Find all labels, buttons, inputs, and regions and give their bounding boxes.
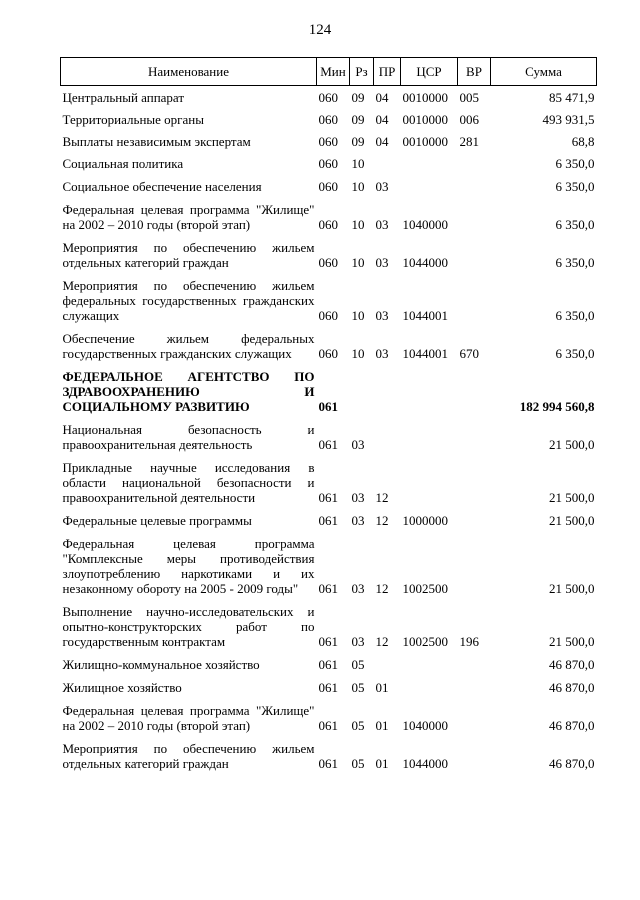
cell-min: 061 (318, 657, 338, 672)
cell-sum: 6 350,0 (555, 308, 595, 323)
cell-sum: 6 350,0 (555, 217, 595, 232)
cell-rz: 03 (351, 634, 365, 649)
table-row (61, 452, 597, 505)
cell-pr (374, 361, 401, 414)
cell-sum: 6 350,0 (555, 255, 595, 270)
cell-name: Жилищное хозяйство (62, 680, 182, 695)
cell-min: 061 (318, 437, 338, 452)
cell-vr (458, 171, 491, 194)
cell-pr: 04 (375, 90, 389, 105)
cell-csr (401, 649, 458, 672)
cell-pr: 12 (375, 490, 389, 505)
table-row (61, 596, 597, 649)
cell-min: 060 (318, 112, 338, 127)
cell-rz: 09 (351, 90, 365, 105)
cell-pr: 01 (375, 680, 389, 695)
cell-pr: 03 (375, 179, 389, 194)
cell-sum: 21 500,0 (549, 581, 595, 596)
header-name: Наименование (61, 58, 317, 86)
cell-csr (401, 149, 458, 171)
cell-csr: 1000000 (402, 513, 448, 528)
cell-vr: 281 (459, 134, 479, 149)
cell-min: 061 (318, 634, 338, 649)
cell-vr (458, 672, 491, 695)
cell-name: Федеральная целевая программа "Жилище" на 2002 – 2010 годы (второй этап) (62, 703, 315, 733)
table-row (61, 361, 597, 414)
cell-pr: 03 (375, 308, 389, 323)
table-header (61, 58, 597, 86)
cell-sum: 21 500,0 (549, 634, 595, 649)
cell-vr: 196 (459, 634, 479, 649)
cell-name: Выплаты независимым экспертам (62, 134, 251, 149)
cell-csr: 1044001 (402, 308, 448, 323)
cell-rz: 10 (351, 255, 365, 270)
cell-rz: 10 (351, 217, 365, 232)
table-row (61, 171, 597, 194)
cell-min: 061 (318, 513, 338, 528)
cell-pr: 04 (375, 112, 389, 127)
cell-pr: 12 (375, 581, 389, 596)
cell-sum: 46 870,0 (549, 657, 595, 672)
cell-sum: 46 870,0 (549, 756, 595, 771)
cell-rz: 09 (351, 112, 365, 127)
cell-min: 060 (318, 217, 338, 232)
table-row (61, 733, 597, 771)
header-rz: Рз (350, 58, 374, 86)
page-number: 124 (308, 22, 332, 38)
cell-vr: 006 (459, 112, 479, 127)
cell-vr (458, 232, 491, 270)
cell-min: 060 (318, 346, 338, 361)
table-row (61, 505, 597, 528)
cell-csr (401, 672, 458, 695)
table-row (61, 270, 597, 323)
cell-pr: 01 (375, 756, 389, 771)
cell-pr: 04 (375, 134, 389, 149)
cell-csr: 1044001 (402, 346, 448, 361)
cell-pr: 03 (375, 255, 389, 270)
table-row (61, 323, 597, 361)
cell-csr (401, 452, 458, 505)
cell-vr (458, 270, 491, 323)
cell-rz: 10 (351, 308, 365, 323)
cell-csr: 0010000 (402, 90, 448, 105)
cell-name: Национальная безопасность и правоохранительная деятельность (62, 422, 315, 452)
cell-csr: 1002500 (402, 634, 448, 649)
cell-name: Мероприятия по обеспечению жильем отдельных категорий граждан (62, 240, 315, 270)
cell-sum: 46 870,0 (549, 718, 595, 733)
cell-sum: 6 350,0 (555, 156, 595, 171)
cell-rz: 03 (351, 490, 365, 505)
cell-min: 061 (318, 680, 338, 695)
cell-rz: 10 (351, 346, 365, 361)
cell-name: Обеспечение жильем федеральных государственных гражданских служащих (62, 331, 315, 361)
cell-vr (458, 361, 491, 414)
cell-name: ФЕДЕРАЛЬНОЕ АГЕНТСТВО ПО ЗДРАВООХРАНЕНИЮ И СОЦИАЛЬНОМУ РАЗВИТИЮ (62, 369, 315, 414)
cell-rz: 05 (351, 756, 365, 771)
header-min: Мин (317, 58, 350, 86)
table-row (61, 232, 597, 270)
cell-rz: 10 (351, 179, 365, 194)
cell-min: 060 (318, 308, 338, 323)
cell-name: Мероприятия по обеспечению жильем отдельных категорий граждан (62, 741, 315, 771)
table-row (61, 414, 597, 452)
cell-min: 060 (318, 90, 338, 105)
cell-rz: 03 (351, 581, 365, 596)
table-row (61, 695, 597, 733)
cell-rz: 05 (351, 657, 365, 672)
cell-csr: 0010000 (402, 112, 448, 127)
header-pr: ПР (374, 58, 401, 86)
budget-table (60, 57, 597, 771)
cell-rz: 05 (351, 680, 365, 695)
cell-csr (401, 171, 458, 194)
cell-csr: 1040000 (402, 718, 448, 733)
cell-min: 061 (318, 490, 338, 505)
cell-pr: 12 (375, 634, 389, 649)
cell-csr: 1044000 (402, 255, 448, 270)
header-vr: ВР (458, 58, 491, 86)
table-row (61, 528, 597, 596)
cell-min: 061 (318, 581, 338, 596)
cell-pr: 03 (375, 346, 389, 361)
cell-pr (374, 414, 401, 452)
cell-csr: 1044000 (402, 756, 448, 771)
cell-name: Социальная политика (62, 156, 184, 171)
cell-min: 061 (318, 399, 338, 414)
cell-vr (458, 733, 491, 771)
cell-sum: 21 500,0 (549, 490, 595, 505)
cell-name: Жилищно-коммунальное хозяйство (62, 657, 260, 672)
cell-sum: 6 350,0 (555, 179, 595, 194)
table-row (61, 672, 597, 695)
cell-sum: 182 994 560,8 (519, 399, 595, 414)
cell-name: Выполнение научно-исследовательских и опытно-конструкторских работ по государственным контрактам (62, 604, 315, 649)
cell-sum: 493 931,5 (542, 112, 595, 127)
cell-name: Территориальные органы (62, 112, 204, 127)
cell-rz: 03 (351, 437, 365, 452)
cell-vr (458, 194, 491, 232)
cell-pr (374, 149, 401, 171)
cell-vr (458, 695, 491, 733)
cell-name: Федеральные целевые программы (62, 513, 252, 528)
cell-vr (458, 452, 491, 505)
cell-rz: 09 (351, 134, 365, 149)
cell-sum: 46 870,0 (549, 680, 595, 695)
cell-vr (458, 149, 491, 171)
cell-pr: 12 (375, 513, 389, 528)
cell-vr: 005 (459, 90, 479, 105)
table-row (61, 194, 597, 232)
cell-csr: 0010000 (402, 134, 448, 149)
table-row (61, 105, 597, 127)
header-sum: Сумма (491, 58, 597, 86)
cell-pr: 03 (375, 217, 389, 232)
cell-vr (458, 505, 491, 528)
cell-name: Мероприятия по обеспечению жильем федеральных государственных гражданских служащих (62, 278, 315, 323)
cell-min: 061 (318, 718, 338, 733)
cell-name: Федеральная целевая программа "Комплексные меры противодействия злоупотреблению наркотиками и их незаконному обороту на 2005 - 2009 годы" (62, 536, 315, 596)
table-body (61, 86, 597, 772)
cell-name: Социальное обеспечение населения (62, 179, 262, 194)
header-csr: ЦСР (401, 58, 458, 86)
cell-rz: 10 (351, 156, 365, 171)
table-row (61, 149, 597, 171)
cell-min: 060 (318, 255, 338, 270)
cell-min: 060 (318, 134, 338, 149)
cell-sum: 21 500,0 (549, 437, 595, 452)
cell-rz: 05 (351, 718, 365, 733)
cell-name: Федеральная целевая программа "Жилище" на 2002 – 2010 годы (второй этап) (62, 202, 315, 232)
cell-rz: 03 (351, 513, 365, 528)
cell-vr (458, 649, 491, 672)
cell-pr (374, 649, 401, 672)
cell-min: 061 (318, 756, 338, 771)
cell-sum: 21 500,0 (549, 513, 595, 528)
cell-vr (458, 528, 491, 596)
cell-csr (401, 361, 458, 414)
cell-csr: 1040000 (402, 217, 448, 232)
cell-sum: 6 350,0 (555, 346, 595, 361)
cell-csr: 1002500 (402, 581, 448, 596)
cell-csr (401, 414, 458, 452)
cell-name: Центральный аппарат (62, 90, 185, 105)
cell-vr (458, 414, 491, 452)
cell-sum: 68,8 (571, 134, 595, 149)
cell-min: 060 (318, 156, 338, 171)
table-row (61, 86, 597, 106)
table-row (61, 127, 597, 149)
cell-pr: 01 (375, 718, 389, 733)
cell-vr: 670 (459, 346, 479, 361)
cell-sum: 85 471,9 (549, 90, 595, 105)
cell-rz (350, 361, 374, 414)
table-row (61, 649, 597, 672)
cell-min: 060 (318, 179, 338, 194)
cell-name: Прикладные научные исследования в области национальной безопасности и правоохранительной деятельности (62, 460, 315, 505)
